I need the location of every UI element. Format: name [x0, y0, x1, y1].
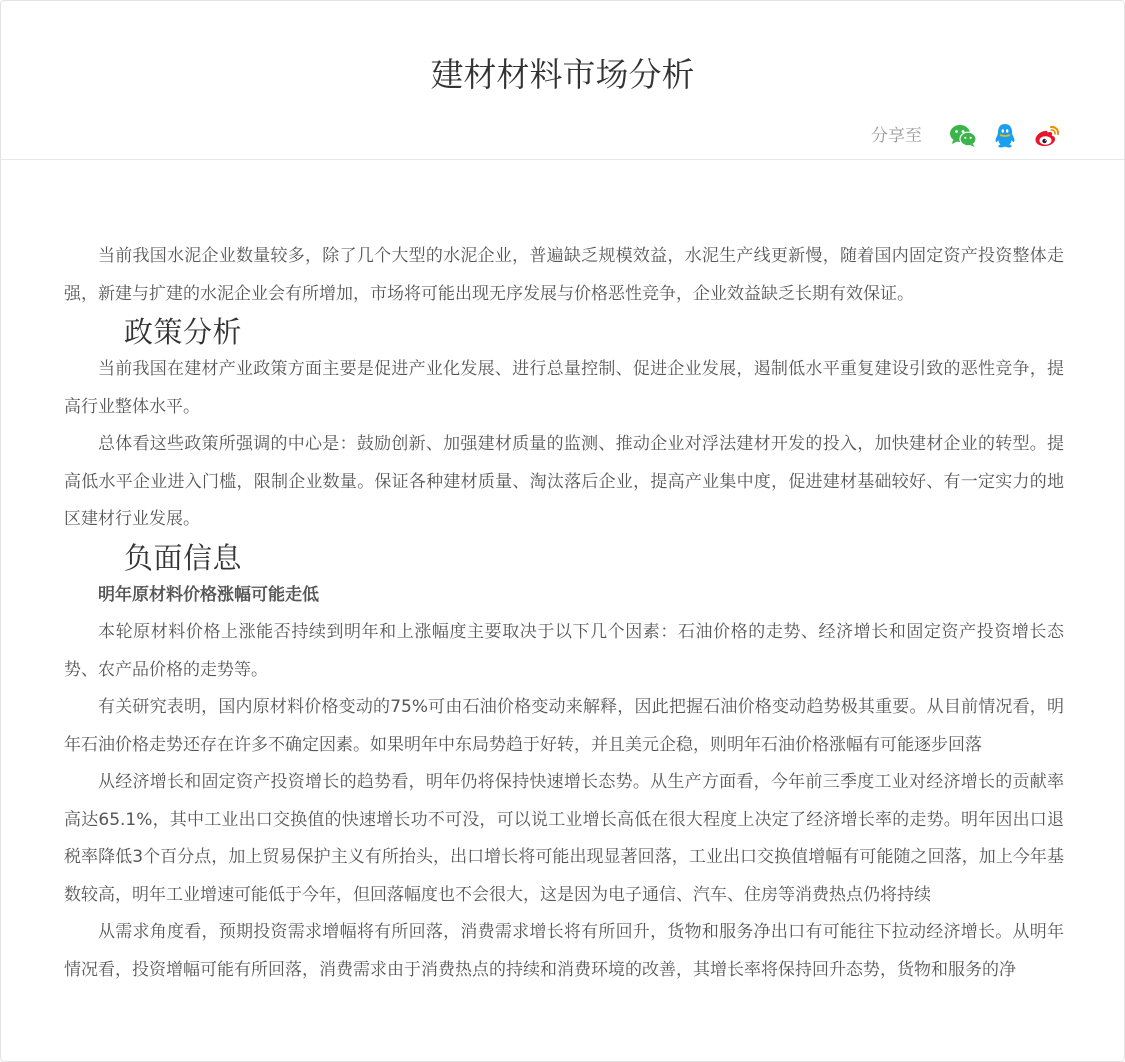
policy-paragraph-2: 总体看这些政策所强调的中心是：鼓励创新、加强建材质量的监测、推动企业对浮法建材开发的投入，加快建材企业的转型。提高低水平企业进入门槛，限制企业数量。保证各种建材质量、淘汰落后企业，提高产业集中度，促进建材基础较好、有一定实力的地区建材行业发展。	[64, 434, 1064, 529]
weibo-icon[interactable]	[1032, 121, 1062, 151]
article-body	[64, 238, 1064, 989]
intro-paragraph: 当前我国水泥企业数量较多，除了几个大型的水泥企业，普遍缺乏规模效益，水泥生产线更新慢，随着国内固定资产投资整体走强，新建与扩建的水泥企业会有所增加，市场将可能出现无序发展与价格恶性竞争，企业效益缺乏长期有效保证。	[64, 246, 1064, 304]
qq-icon[interactable]	[990, 121, 1020, 151]
policy-paragraph-1: 当前我国在建材产业政策方面主要是促进产业化发展、进行总量控制、促进企业发展，遏制低水平重复建设引致的恶性竞争，提高行业整体水平。	[64, 359, 1064, 417]
negative-paragraph-3: 从经济增长和固定资产投资增长的趋势看，明年仍将保持快速增长态势。从生产方面看，今年前三季度工业对经济增长的贡献率高达65.1%，其中工业出口交换值的快速增长功不可没，可以说工业增长高低在很大程度上决定了经济增长率的走势。明年因出口退税率降低3个百分点，加上贸易保护主义有所抬头，出口增长将可能出现显著回落，工业出口交换值增幅有可能随之回落，加上今年基数较高，明年工业增速可能低于今年，但回落幅度也不会很大，这是因为电子通信、汽车、住房等消费热点仍将持续	[64, 772, 1064, 905]
wechat-icon[interactable]	[948, 121, 978, 151]
negative-paragraph-2: 有关研究表明，国内原材料价格变动的75%可由石油价格变动来解释，因此把握石油价格变动趋势极其重要。从目前情况看，明年石油价格走势还存在许多不确定因素。如果明年中东局势趋于好转，并且美元企稳，则明年石油价格涨幅有可能逐步回落	[64, 697, 1064, 755]
page-title: 建材材料市场分析	[430, 55, 695, 94]
negative-paragraph-4: 从需求角度看，预期投资需求增幅将有所回落，消费需求增长将有所回升，货物和服务净出口有可能往下拉动经济增长。从明年情况看，投资增幅可能有所回落，消费需求由于消费热点的持续和消费环境的改善，其增长率将保持回升态势，货物和服务的净	[64, 922, 1064, 980]
negative-subheading: 明年原材料价格涨幅可能走低	[98, 584, 319, 605]
share-bar	[871, 121, 1062, 151]
section-heading-negative: 负面信息	[124, 540, 243, 575]
section-heading-policy: 政策分析	[124, 315, 243, 349]
negative-paragraph-1: 本轮原材料价格上涨能否持续到明年和上涨幅度主要取决于以下几个因素：石油价格的走势、经济增长和固定资产投资增长态势、农产品价格的走势等。	[64, 622, 1064, 680]
share-label: 分享至	[871, 126, 922, 146]
article-header	[1, 1, 1124, 160]
